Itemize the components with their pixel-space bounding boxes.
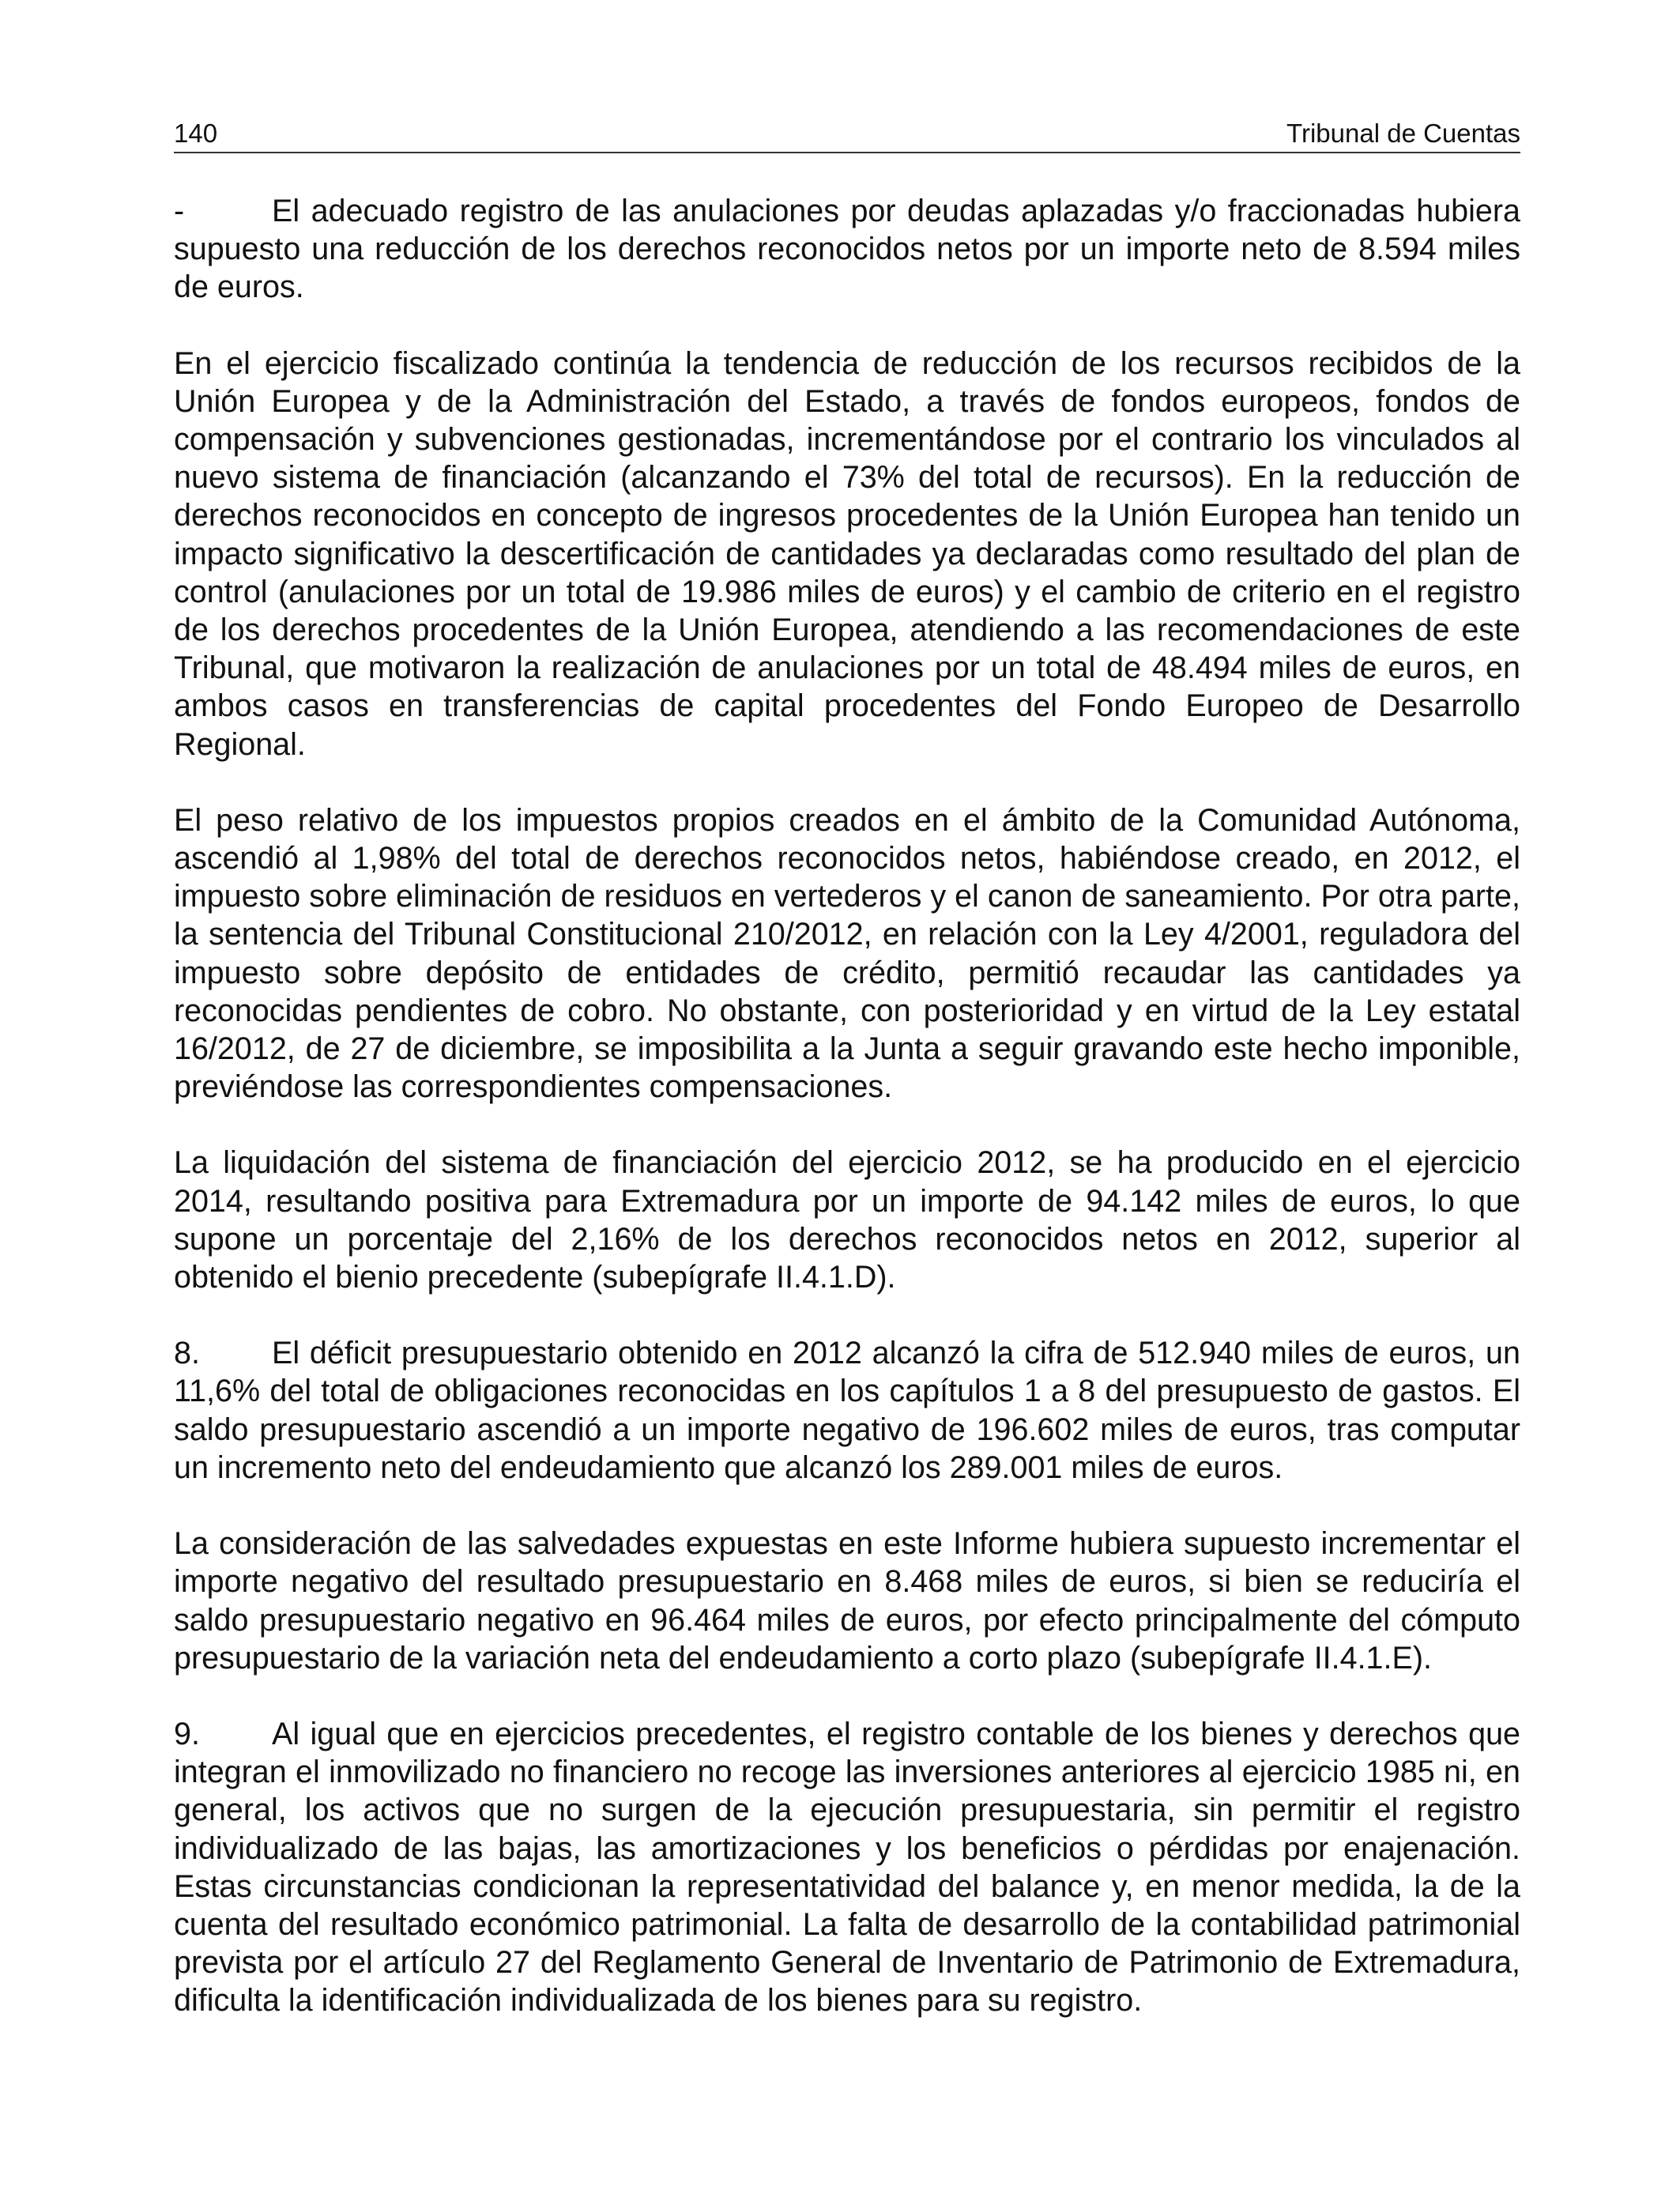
paragraph-bullet-anulaciones [174,192,1520,307]
paragraph-8-deficit [174,1334,1520,1487]
header-title: Tribunal de Cuentas [1286,119,1520,148]
document-body [174,192,1520,2058]
paragraph-liquidacion [174,1144,1520,1296]
paragraph-recursos [174,345,1520,763]
paragraph-text: El peso relativo de los impuestos propios creados en el ámbito de la Comunidad Autónoma, ascendió al 1,98% del total de derechos reconocidos netos, habiéndose creado, en 2012, el impuesto sobre eliminación de residuos en vertederos y el canon de saneamiento. Por otra parte, la sentencia del Tribunal Constitucional 210/2012, en relación con la Ley 4/2001, reguladora del impuesto sobre depósito de entidades de crédito, permitió recaudar las cantidades ya reconocidas pendientes de cobro. No obstante, con posterioridad y en virtud de la Ley estatal 16/2012, de 27 de diciembre, se imposibilita a la Junta a seguir gravando este hecho imponible, previéndose las correspondientes compensaciones. [174,802,1520,1105]
paragraph-salvedades [174,1525,1520,1677]
paragraph-text: La liquidación del sistema de financiación del ejercicio 2012, se ha producido en el ejercicio 2014, resultando positiva para Extremadura por un importe de 94.142 miles de euros, lo que supone un porcentaje del 2,16% de los derechos reconocidos netos en 2012, superior al obtenido el bienio precedente (subepígrafe II.4.1.D). [174,1145,1520,1295]
paragraph-impuestos-propios [174,801,1520,1106]
document-page [174,0,1520,2194]
paragraph-marker: 9. [174,1716,200,1751]
paragraph-text: En el ejercicio fiscalizado continúa la tendencia de reducción de los recursos recibidos de la Unión Europea y de la Administración del Estado, a través de fondos europeos, fondos de compensación y subvenciones gestionadas, incrementándose por el contrario los vinculados al nuevo sistema de financiación (alcanzando el 73% del total de recursos). En la reducción de derechos reconocidos en concepto de ingresos procedentes de la Unión Europea han tenido un impacto significativo la descertificación de cantidades ya declaradas como resultado del plan de control (anulaciones por un total de 19.986 miles de euros) y el cambio de criterio en el registro de los derechos procedentes de la Unión Europea, atendiendo a las recomendaciones de este Tribunal, que motivaron la realización de anulaciones por un total de 48.494 miles de euros, en ambos casos en transferencias de capital procedentes del Fondo Europeo de Desarrollo Regional. [174,345,1520,762]
page-header [174,115,1520,153]
paragraph-text: El adecuado registro de las anulaciones por deudas aplazadas y/o fraccionadas hubiera supuesto una reducción de los derechos reconocidos netos por un importe neto de 8.594 miles de euros. [174,194,1520,305]
paragraph-text: Al igual que en ejercicios precedentes, el registro contable de los bienes y derechos que integran el inmovilizado no financiero no recoge las inversiones anteriores al ejercicio 1985 ni, en general, los activos que no surgen de la ejecución presupuestaria, sin permitir el registro individualizado de las bajas, las amortizaciones y los beneficios o pérdidas por enajenación. Estas circunstancias condicionan la representatividad del balance y, en menor medida, la de la cuenta del resultado económico patrimonial. La falta de desarrollo de la contabilidad patrimonial prevista por el artículo 27 del Reglamento General de Inventario de Patrimonio de Extremadura, dificulta la identificación individualizada de los bienes para su registro. [174,1716,1520,2019]
paragraph-marker: - [174,194,185,228]
page-number: 140 [174,119,218,148]
paragraph-text: El déficit presupuestario obtenido en 2012 alcanzó la cifra de 512.940 miles de euros, un 11,6% del total de obligaciones reconocidas en los capítulos 1 a 8 del presupuesto de gastos. El saldo presupuestario ascendió a un importe negativo de 196.602 miles de euros, tras computar un incremento neto del endeudamiento que alcanzó los 289.001 miles de euros. [174,1336,1520,1485]
paragraph-9-inmovilizado [174,1715,1520,2020]
paragraph-marker: 8. [174,1336,200,1371]
paragraph-text: La consideración de las salvedades expuestas en este Informe hubiera supuesto incrementar el importe negativo del resultado presupuestario en 8.468 miles de euros, si bien se reduciría el saldo presupuestario negativo en 96.464 miles de euros, por efecto principalmente del cómputo presupuestario de la variación neta del endeudamiento a corto plazo (subepígrafe II.4.1.E). [174,1526,1520,1676]
